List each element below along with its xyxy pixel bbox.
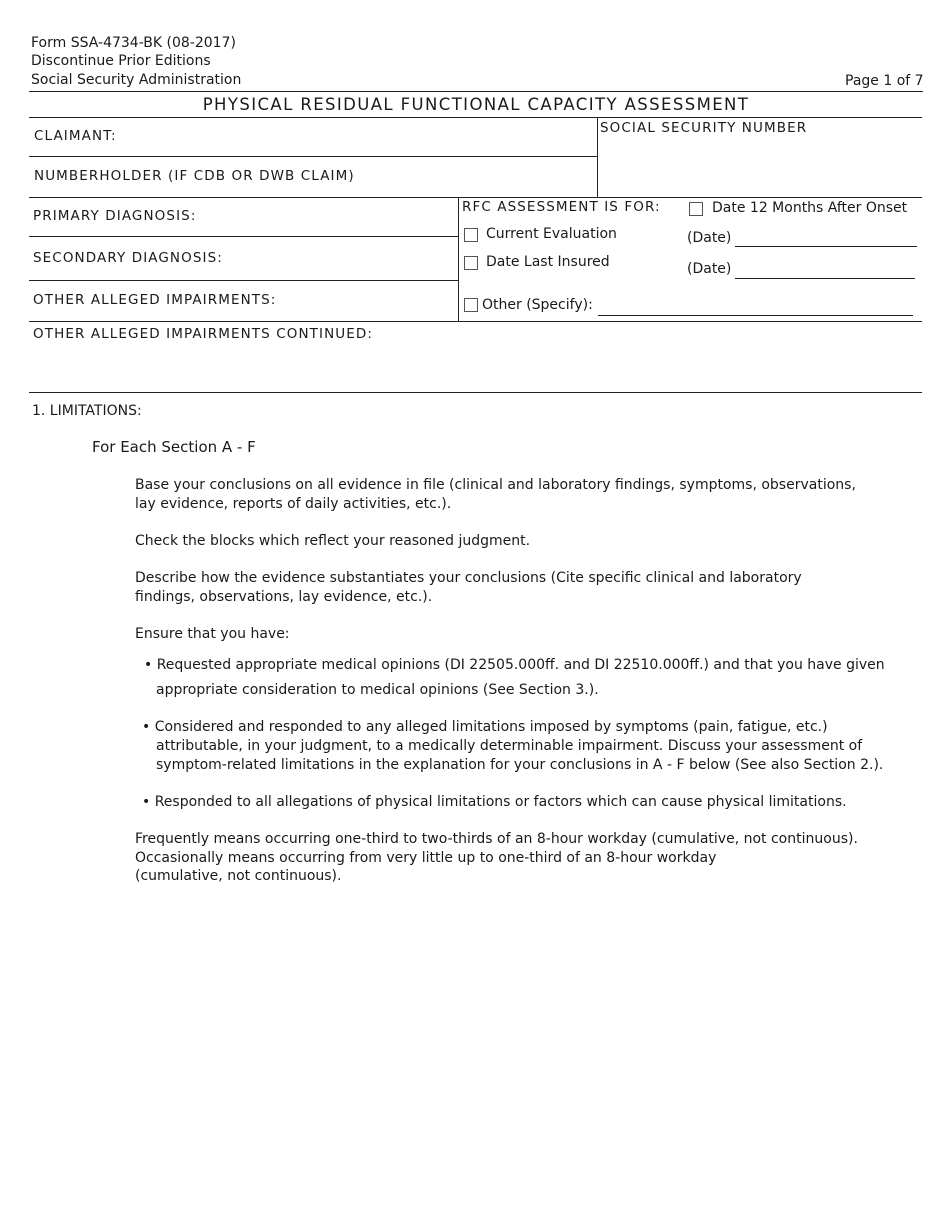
limitations-subheading: For Each Section A - F [92,438,256,456]
occasionally-definition-line2: (cumulative, not continuous). [135,868,342,884]
para3-line2: findings, observations, lay evidence, etc.). [135,589,433,605]
title-top-rule [29,91,923,92]
rule-rfc-divider [458,197,459,321]
other-specify-checkbox[interactable] [464,298,478,312]
rfc-heading: RFC ASSESSMENT IS FOR: [462,199,661,215]
bullet3: • Responded to all allegations of physical limitations or factors which can cause physical limitations. [142,794,847,810]
claimant-label: CLAIMANT: [34,128,117,144]
other-impairments-label: OTHER ALLEGED IMPAIRMENTS: [33,292,277,308]
rule-numberholder-bottom [29,197,922,198]
date-12-months-date-line [735,246,917,247]
primary-diagnosis-input[interactable] [200,200,454,234]
ssn-label: SOCIAL SECURITY NUMBER [600,120,808,136]
rule-primary-bottom [29,236,458,237]
limitations-heading: 1. LIMITATIONS: [32,403,142,419]
rule-claimant-top [29,117,922,118]
rule-ssn-divider [597,117,598,197]
rule-secondary-bottom [29,280,458,281]
secondary-diagnosis-label: SECONDARY DIAGNOSIS: [33,250,223,266]
current-evaluation-checkbox[interactable] [464,228,478,242]
para2: Check the blocks which reflect your reasoned judgment. [135,533,531,549]
date-12-months-checkbox[interactable] [689,202,703,216]
agency-name: Social Security Administration [31,72,242,88]
date-last-insured-date-input[interactable] [735,260,915,278]
numberholder-input[interactable] [360,160,592,194]
bullet2-line1: • Considered and responded to any alleged limitations imposed by symptoms (pain, fatigue, etc.) [142,719,828,735]
other-impairments-input[interactable] [285,284,455,318]
date-label-1: (Date) [687,230,732,246]
numberholder-label: NUMBERHOLDER (IF CDB OR DWB CLAIM) [34,168,355,184]
discontinue-note: Discontinue Prior Editions [31,53,211,69]
page-number: Page 1 of 7 [845,73,924,89]
date-last-insured-date-line [735,278,915,279]
bullet1-line2: appropriate consideration to medical opinions (See Section 3.). [156,682,599,698]
date-label-2: (Date) [687,261,732,277]
bullet2-line2: attributable, in your judgment, to a medically determinable impairment. Discuss your assessment of [156,738,863,754]
date-last-insured-label: Date Last Insured [486,254,610,270]
claimant-input[interactable] [150,120,590,152]
date-12-months-label: Date 12 Months After Onset [712,200,908,216]
para1-line1: Base your conclusions on all evidence in file (clinical and laboratory findings, symptoms, observations, [135,477,856,493]
other-specify-line [598,315,913,316]
secondary-diagnosis-input[interactable] [230,240,454,278]
rule-claimant-bottom [29,156,597,157]
form-id: Form SSA-4734-BK (08-2017) [31,35,236,51]
other-specify-input[interactable] [598,297,913,315]
occasionally-definition-line1: Occasionally means occurring from very little up to one-third of an 8-hour workday [135,850,717,866]
date-12-months-date-input[interactable] [735,228,917,246]
bullet2-line3: symptom-related limitations in the explanation for your conclusions in A - F below (See also Section 2.). [156,757,884,773]
para3-line1: Describe how the evidence substantiates your conclusions (Cite specific clinical and laboratory [135,570,802,586]
current-evaluation-label: Current Evaluation [486,226,617,242]
ssn-input[interactable] [600,140,918,194]
para1-line2: lay evidence, reports of daily activities, etc.). [135,496,452,512]
other-specify-label: Other (Specify): [482,297,593,313]
rule-other-bottom [29,321,922,322]
page-title: PHYSICAL RESIDUAL FUNCTIONAL CAPACITY ASSESSMENT [202,95,750,114]
ensure-heading: Ensure that you have: [135,626,290,642]
bullet1-line1: • Requested appropriate medical opinions (DI 22505.000ff. and DI 22510.000ff.) and that you have given [144,657,885,673]
other-impairments-continued-label: OTHER ALLEGED IMPAIRMENTS CONTINUED: [33,326,374,342]
other-impairments-continued-input[interactable] [33,346,918,388]
date-last-insured-checkbox[interactable] [464,256,478,270]
frequently-definition: Frequently means occurring one-third to two-thirds of an 8-hour workday (cumulative, not continuous). [135,831,858,847]
rule-continued-bottom [29,392,922,393]
primary-diagnosis-label: PRIMARY DIAGNOSIS: [33,208,197,224]
